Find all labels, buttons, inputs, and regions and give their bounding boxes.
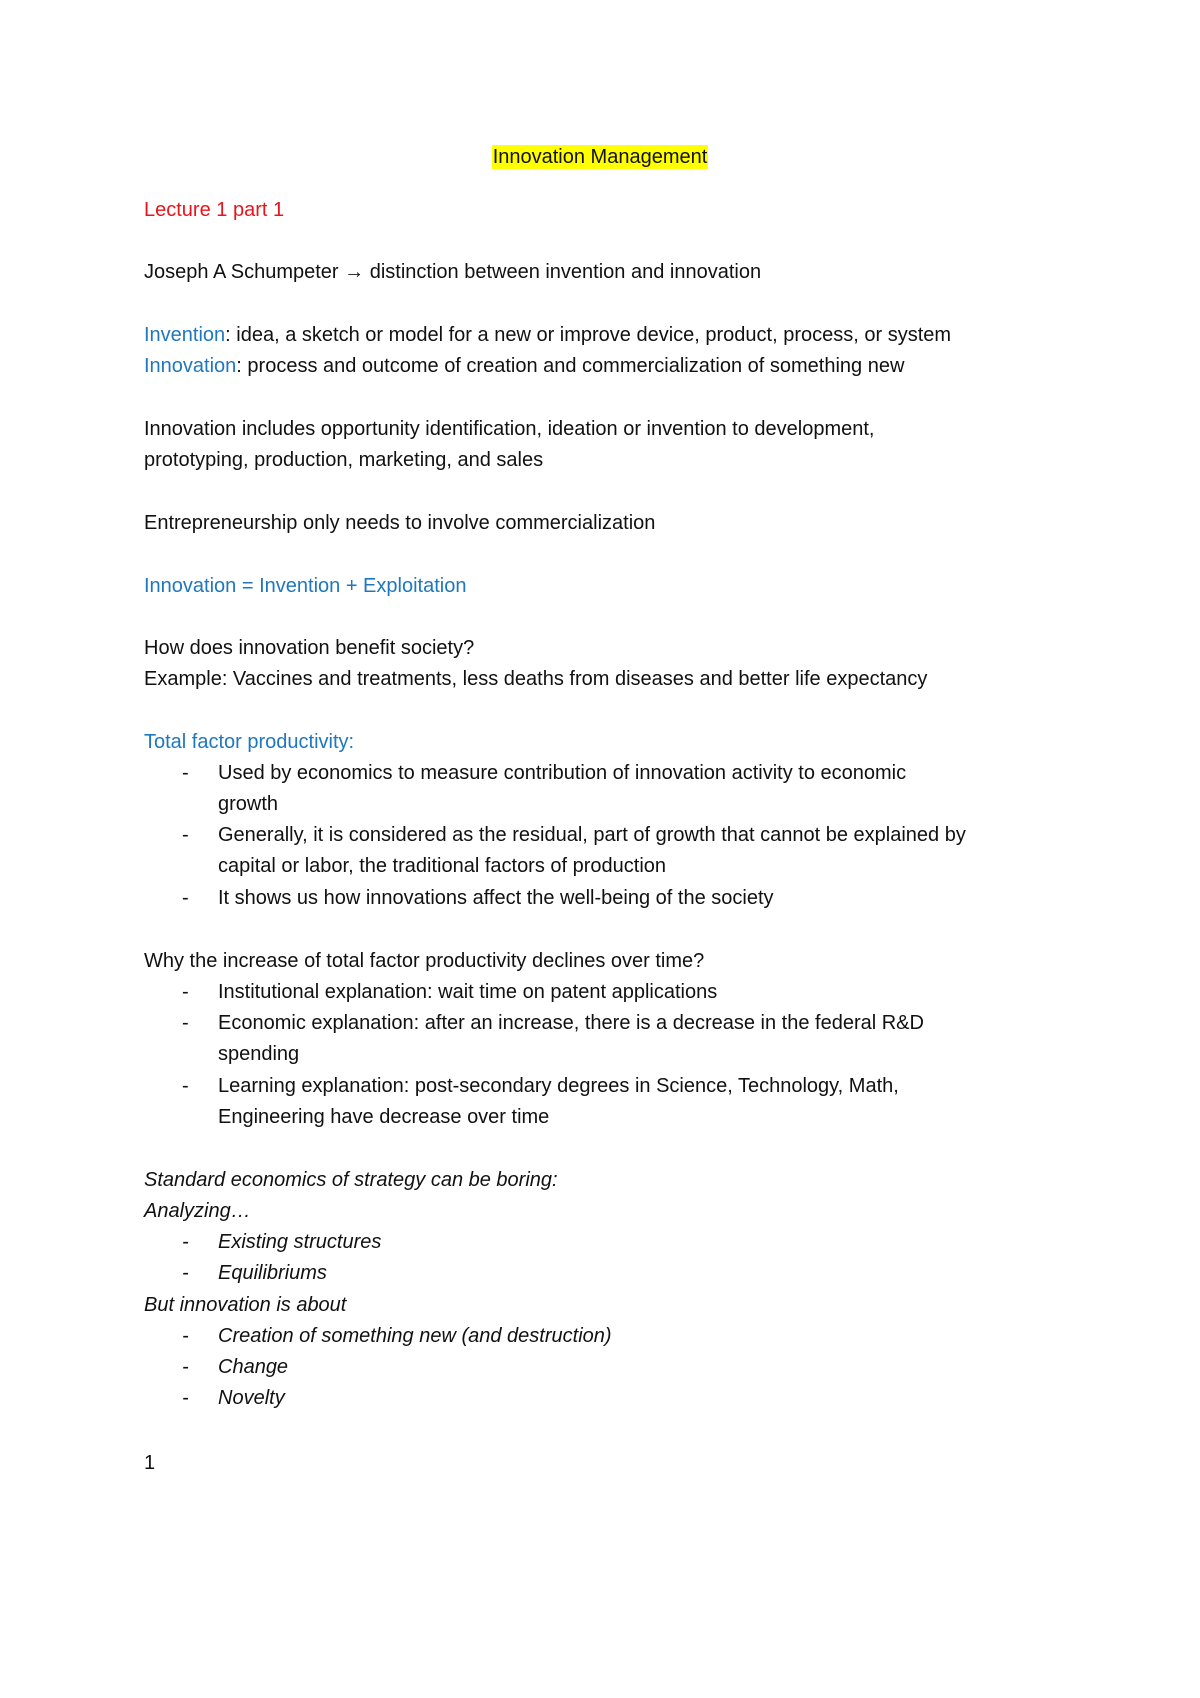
list-item: Equilibriums: [218, 1262, 327, 1284]
list-item: Institutional explanation: wait time on patent applications: [218, 981, 718, 1003]
list-item-continued: growth: [218, 793, 279, 815]
innovation-formula: Innovation = Invention + Exploitation: [144, 575, 467, 597]
bullet-dash: -: [182, 981, 189, 1003]
decline-question: Why the increase of total factor productivity declines over time?: [144, 950, 705, 972]
list-item: Change: [218, 1356, 289, 1378]
list-item-continued: capital or labor, the traditional factors of production: [218, 855, 667, 877]
entrepreneurship-line: Entrepreneurship only needs to involve commercialization: [144, 512, 656, 534]
invention-term: Invention: [144, 324, 226, 346]
bullet-dash: -: [182, 762, 189, 784]
list-item: Creation of something new (and destruction): [218, 1325, 612, 1347]
standard-line: Standard economics of strategy can be boring:: [144, 1169, 558, 1191]
society-question: How does innovation benefit society?: [144, 637, 475, 659]
bullet-dash: -: [182, 1356, 189, 1378]
innovation-term: Innovation: [144, 355, 237, 377]
arrow-right-icon: →: [344, 261, 365, 283]
bullet-dash: -: [182, 1387, 189, 1409]
bullet-dash: -: [182, 1262, 189, 1284]
page-number: 1: [144, 1452, 156, 1474]
document-title: Innovation Management: [492, 146, 708, 168]
list-item-continued: Engineering have decrease over time: [218, 1106, 550, 1128]
schumpeter-line: Joseph A Schumpeter → distinction between invention and innovation: [144, 261, 762, 283]
list-item: Novelty: [218, 1387, 285, 1409]
list-item: Generally, it is considered as the residual, part of growth that cannot be explained by: [218, 824, 966, 846]
analyzing-line: Analyzing…: [144, 1200, 251, 1222]
bullet-dash: -: [182, 1012, 189, 1034]
bullet-dash: -: [182, 1325, 189, 1347]
bullet-dash: -: [182, 1231, 189, 1253]
list-item: Existing structures: [218, 1231, 382, 1253]
invention-definition: Invention: idea, a sketch or model for a new or improve device, product, process, or system: [144, 324, 952, 346]
list-item: It shows us how innovations affect the well-being of the society: [218, 887, 774, 909]
bullet-dash: -: [182, 1075, 189, 1097]
list-item: Economic explanation: after an increase, there is a decrease in the federal R&D: [218, 1012, 924, 1034]
lecture-heading: Lecture 1 part 1: [144, 199, 285, 221]
list-item: Used by economics to measure contribution of innovation activity to economic: [218, 762, 907, 784]
society-example: Example: Vaccines and treatments, less deaths from diseases and better life expectancy: [144, 668, 928, 690]
tfp-heading: Total factor productivity:: [144, 731, 355, 753]
innovation-definition: Innovation: process and outcome of creation and commercialization of something new: [144, 355, 905, 377]
list-item: Learning explanation: post-secondary degrees in Science, Technology, Math,: [218, 1075, 899, 1097]
bullet-dash: -: [182, 887, 189, 909]
but-line: But innovation is about: [144, 1294, 347, 1316]
bullet-dash: -: [182, 824, 189, 846]
paragraph-line: Innovation includes opportunity identification, ideation or invention to development,: [144, 418, 875, 440]
list-item-continued: spending: [218, 1043, 300, 1065]
paragraph-line: prototyping, production, marketing, and sales: [144, 449, 544, 471]
